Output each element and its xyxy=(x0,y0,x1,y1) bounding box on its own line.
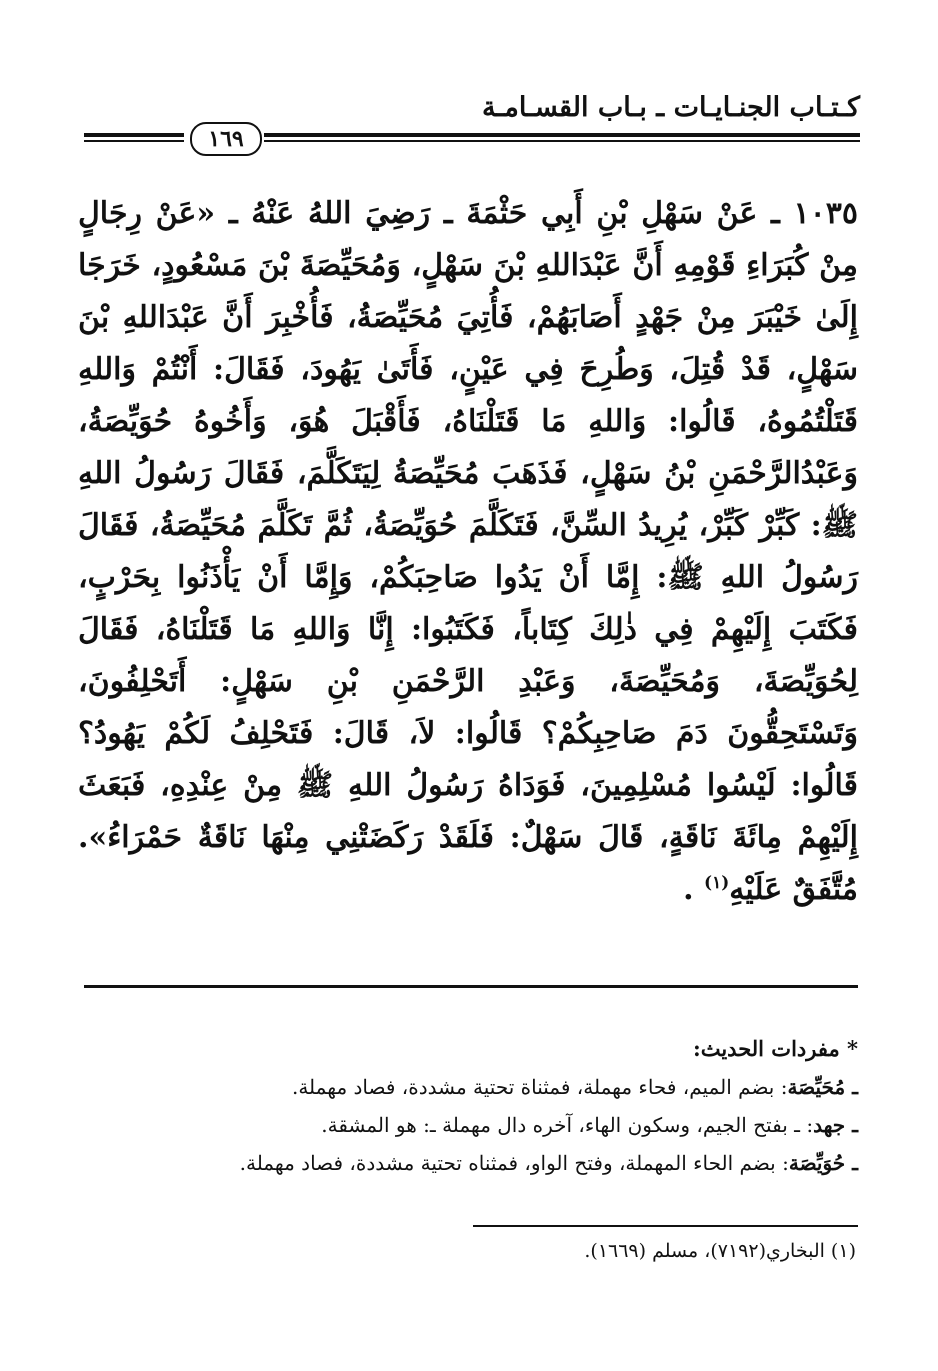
vocabulary-item xyxy=(84,1106,858,1144)
footnote: (١) البخاري(٧١٩٢)، مسلم (١٦٦٩). xyxy=(584,1240,856,1262)
vocabulary-term: ـ مُحَيِّصَة xyxy=(787,1075,858,1099)
hadith-text: ـ عَنْ سَهْلِ بْنِ أَبِي حَثْمَةَ ـ رَضِيَ اللهُ عَنْهُ ـ «عَنْ رِجَالٍ مِنْ كُبَرَاءِ قَوْمِهِ أَنَّ عَبْدَاللهِ بْنَ سَهْلٍ، وَمُحَيِّصَةَ بْنَ مَسْعُودٍ، خَرَجَا إِلَىٰ خَيْبَرَ مِنْ جَهْدٍ أَصَابَهُمْ، فَأُتِيَ مُحَيِّصَةُ، فَأُخْبِرَ أَنَّ عَبْدَاللهِ بْنَ سَهْلٍ، قَدْ قُتِلَ، وَطُرِحَ فِي عَيْنٍ، فَأَتَىٰ يَهُودَ، فَقَالَ: أَنْتُمْ وَاللهِ قَتَلْتُمُوهُ، قَالُوا: وَاللهِ مَا قَتَلْنَاهُ، فَأَقْبَلَ هُوَ، وَأَخُوهُ حُوَيِّصَةُ، وَعَبْدُالرَّحْمَنِ بْنُ سَهْلٍ، فَذَهَبَ مُحَيِّصَةُ لِيَتَكَلَّمَ، فَقَالَ رَسُولُ اللهِ ﷺ: كَبِّرْ كَبِّرْ، يُرِيدُ السِّنَّ، فَتَكَلَّمَ حُوَيِّصَةُ، ثُمَّ تَكَلَّمَ مُحَيِّصَةُ، فَقَالَ رَسُولُ اللهِ ﷺ: إِمَّا أَنْ يَدُوا صَاحِبَكُمْ، وَإِمَّا أَنْ يَأْذَنُوا بِحَرْبٍ، فَكَتَبَ إِلَيْهِمْ فِي ذٰلِكَ كِتَاباً، فَكَتَبُوا: إِنَّا وَاللهِ مَا قَتَلْنَاهُ، فَقَالَ لِحُوَيِّصَةَ، وَمُحَيِّصَةَ، وَعَبْدِ الرَّحْمَنِ بْنِ سَهْلٍ: أَتَحْلِفُونَ، وَتَسْتَحِقُّونَ دَمَ صَاحِبِكُمْ؟ قَالُوا: لاَ، قَالَ: فَتَحْلِفُ لَكُمْ يَهُودُ؟ قَالُوا: لَيْسُوا مُسْلِمِينَ، فَوَدَاهُ رَسُولُ اللهِ ﷺ مِنْ عِنْدِهِ، فَبَعَثَ إِلَيْهِمْ مِائَةَ نَاقَةٍ، قَالَ سَهْلٌ: فَلَقَدْ رَكَضَتْنِي مِنْهَا نَاقَةٌ حَمْرَاءُ». مُتَّفَقٌ عَلَيْهِ xyxy=(78,196,858,907)
vocabulary-definition: : ـ بفتح الجيم، وسكون الهاء، آخره دال مهملة ـ: هو المشقة. xyxy=(321,1113,814,1137)
hadith-number: ١٠٣٥ xyxy=(793,196,858,231)
header-rule xyxy=(84,128,860,150)
vocabulary-item xyxy=(84,1144,858,1182)
footnote-divider xyxy=(473,1225,858,1227)
vocabulary-title: * مفردات الحديث: xyxy=(692,1036,858,1061)
vocabulary-section xyxy=(84,1030,858,1182)
vocabulary-term: ـ جهد xyxy=(813,1113,858,1137)
footnote-marker[interactable]: (١) xyxy=(704,873,730,893)
body-divider xyxy=(84,985,858,988)
header-rule-thick xyxy=(264,133,860,137)
running-header: كـتـاب الجنـايـات ـ بـاب القسـامـة xyxy=(481,92,860,123)
vocabulary-item xyxy=(84,1068,858,1106)
vocabulary-definition: : بضم الميم، فحاء مهملة، فمثناة تحتية مشددة، فصاد مهملة. xyxy=(291,1075,788,1099)
vocabulary-definition: : بضم الحاء المهملة، وفتح الواو، فمثناه تحتية مشددة، فصاد مهملة. xyxy=(239,1151,789,1175)
vocabulary-term: ـ حُوَيِّصَة xyxy=(788,1151,858,1175)
page-number: ١٦٩ xyxy=(190,122,262,156)
hadith-end: . xyxy=(683,872,705,907)
header-rule-left-thin xyxy=(84,140,184,142)
header-rule-left-thick xyxy=(84,133,184,137)
hadith-body xyxy=(78,188,858,916)
header-rule-thin xyxy=(264,140,860,142)
